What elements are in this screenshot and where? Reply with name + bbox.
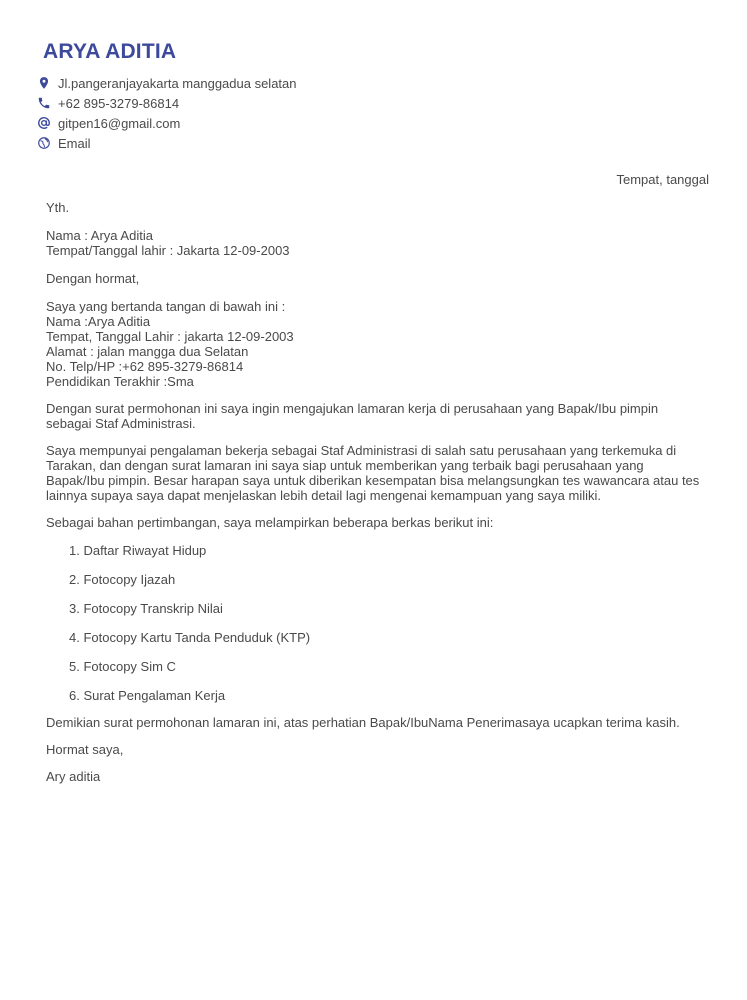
at-sign-icon <box>36 116 51 131</box>
signature: Ary aditia <box>46 769 101 784</box>
recipient-name: Nama : Arya Aditia <box>46 228 153 243</box>
phone-text: +62 895-3279-86814 <box>58 95 180 111</box>
phone-icon <box>36 96 51 111</box>
web-text: Email <box>58 135 91 151</box>
globe-icon <box>36 136 51 151</box>
contact-block <box>36 73 297 153</box>
list-item: 3. Fotocopy Transkrip Nilai <box>69 601 223 616</box>
contact-web <box>36 133 297 153</box>
applicant-name: ARYA ADITIA <box>43 40 177 63</box>
list-item: 5. Fotocopy Sim C <box>69 659 176 674</box>
contact-phone <box>36 93 297 113</box>
greeting-to: Yth. <box>46 200 70 215</box>
list-item: 1. Daftar Riwayat Hidup <box>69 543 207 558</box>
detail-birth: Tempat, Tanggal Lahir : jakarta 12-09-2003 <box>46 329 294 344</box>
intro-line: Saya yang bertanda tangan di bawah ini : <box>46 299 286 314</box>
attachment-list <box>46 543 712 703</box>
para2-line: lainnya supaya saya dapat menjelaskan lebih detail lagi mengenai kemampuan yang saya miliki. <box>46 488 601 503</box>
address-text: Jl.pangeranjayakarta manggadua selatan <box>58 75 297 91</box>
contact-address <box>36 73 297 93</box>
regards: Hormat saya, <box>46 742 124 757</box>
letter-body <box>46 200 712 784</box>
list-item: 6. Surat Pengalaman Kerja <box>69 688 226 703</box>
para1-line: Dengan surat permohonan ini saya ingin mengajukan lamaran kerja di perusahaan yang Bapak/Ibu pimpin <box>46 401 659 416</box>
list-item: 2. Fotocopy Ijazah <box>69 572 176 587</box>
para1-line: sebagai Staf Administrasi. <box>46 416 196 431</box>
attachments-intro: Sebagai bahan pertimbangan, saya melampirkan beberapa berkas berikut ini: <box>46 515 494 530</box>
para2-line: Saya mempunyai pengalaman bekerja sebagai Staf Administrasi di salah satu perusahaan yang terkemuka di <box>46 443 677 458</box>
detail-name: Nama :Arya Aditia <box>46 314 151 329</box>
email-text: gitpen16@gmail.com <box>58 115 181 131</box>
detail-address: Alamat : jalan mangga dua Selatan <box>46 344 249 359</box>
detail-phone: No. Telp/HP :+62 895-3279-86814 <box>46 359 244 374</box>
detail-education: Pendidikan Terakhir :Sma <box>46 374 194 389</box>
closing-line: Demikian surat permohonan lamaran ini, atas perhatian Bapak/IbuNama Penerimasaya ucapkan terima kasih. <box>46 715 680 730</box>
list-item: 4. Fotocopy Kartu Tanda Penduduk (KTP) <box>69 630 311 645</box>
recipient-birth: Tempat/Tanggal lahir : Jakarta 12-09-2003 <box>46 243 290 258</box>
place-date: Tempat, tanggal <box>616 172 709 187</box>
para2-line: Bapak/Ibu pimpin. Besar harapan saya untuk diberikan kesempatan bisa melangsungkan tes wawancara atau tes <box>46 473 700 488</box>
para2-line: Tarakan, dan dengan surat lamaran ini saya siap untuk memberikan yang terbaik bagi perusahaan yang <box>46 458 644 473</box>
salutation: Dengan hormat, <box>46 271 140 286</box>
location-pin-icon <box>36 76 51 91</box>
contact-email <box>36 113 297 133</box>
